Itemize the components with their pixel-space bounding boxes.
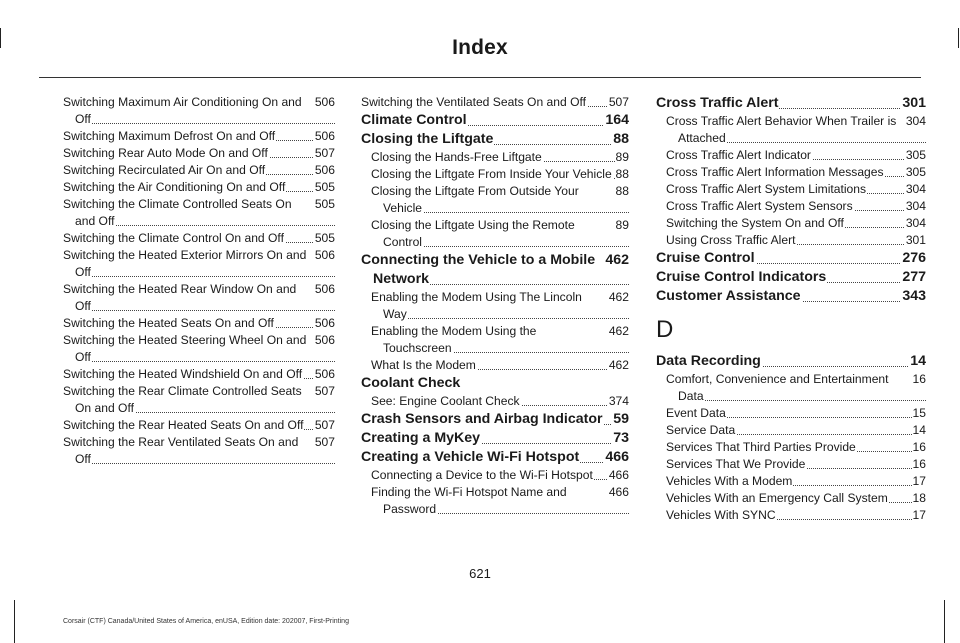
entry-text: Services That We Provide [666,457,806,471]
entry-text: Closing the Liftgate From Inside Your Vehicle [371,167,612,181]
entry-text: Enabling the Modem Using the Touchscreen [371,324,537,355]
index-column-2 [361,94,629,518]
index-sub-entry [666,507,926,524]
entry-text: Switching the Rear Ventilated Seats On and Off [63,435,299,466]
page-ref: 374 [608,394,629,408]
entry-text: Cross Traffic Alert System Sensors [666,199,853,213]
page-ref: 15 [912,406,926,420]
index-sub-entry [63,332,335,366]
entry-text: Closing the Hands-Free Liftgate [371,150,542,164]
index-sub-entry [666,405,926,422]
index-sub-entry [63,230,335,247]
page-ref: 88 [615,167,629,181]
page-ref: 507 [314,418,335,432]
page-ref: 462 [605,252,629,268]
dot-leader [75,275,335,277]
index-sub-entry [666,371,926,405]
page-ref: 304 [905,216,926,230]
entry-text: Coolant Check [361,375,461,391]
page-ref: 89 [615,218,629,232]
entry-text: Crash Sensors and Airbag Indicator [361,411,603,427]
page-ref: 89 [615,150,629,164]
page-number: 621 [469,566,491,581]
entry-text: Climate Control [361,112,467,128]
page-ref: 507 [314,384,335,398]
index-sub-entry [371,393,629,410]
entry-text: Cross Traffic Alert Behavior When Trailer is Attached [666,114,897,145]
entry-text: Closing the Liftgate Using the Remote Control [371,218,575,249]
index-main-entry [656,249,926,268]
entry-text: Closing the Liftgate From Outside Your Vehicle [371,184,579,215]
page-ref: 506 [314,129,335,143]
entry-text: Creating a MyKey [361,430,481,446]
entry-text: Cruise Control Indicators [656,269,827,285]
page-ref: 462 [608,290,629,304]
index-sub-entry [666,164,926,181]
page-ref: 466 [605,449,629,465]
index-main-entry [361,111,629,130]
entry-text: Vehicles With an Emergency Call System [666,491,888,505]
entry-text: Switching the Heated Exterior Mirrors On and Off [63,248,307,279]
page-ref: 16 [912,440,926,454]
index-sub-entry [371,217,629,251]
page-ref: 462 [608,358,629,372]
entry-text: Data Recording [656,353,761,369]
entry-text: Connecting the Vehicle to a Mobile Network [361,252,596,287]
page-ref: 304 [905,182,926,196]
index-main-entry [361,251,629,289]
entry-text: Using Cross Traffic Alert [666,233,796,247]
entry-text: Switching Recirculated Air On and Off [63,163,266,177]
index-main-entry [656,94,926,113]
entry-text: Switching the Climate Control On and Off [63,231,284,245]
entry-text: Switching the Climate Controlled Seats On and Off [63,197,292,228]
entry-text: Switching the Heated Windshield On and Off [63,367,303,381]
page-ref: 14 [910,353,926,369]
index-sub-entry [63,247,335,281]
entry-text: Cross Traffic Alert Information Messages [666,165,884,179]
page-ref: 304 [905,114,926,128]
index-column-3 [656,94,926,524]
dot-leader [678,399,926,401]
page-ref: 276 [902,250,926,266]
index-sub-entry [371,323,629,357]
entry-text: Creating a Vehicle Wi-Fi Hotspot [361,449,580,465]
page-ref: 506 [314,282,335,296]
page-ref: 14 [912,423,926,437]
page-ref: 88 [615,184,629,198]
footer-edition: Corsair (CTF) Canada/United States of America, enUSA, Edition date: 202007, First-Printing [63,618,349,625]
index-sub-entry [63,196,335,230]
index-sub-entry [63,366,335,383]
entry-text: Cruise Control [656,250,755,266]
dot-leader [383,317,629,319]
page-ref: 17 [912,474,926,488]
dot-leader [75,309,335,311]
index-sub-entry [63,179,335,196]
page-ref: 506 [314,333,335,347]
index-main-entry [361,410,629,429]
index-sub-entry [666,439,926,456]
entry-text: Switching Maximum Defrost On and Off [63,129,276,143]
entry-text: Comfort, Convenience and Entertainment Data [666,372,889,403]
section-letter: D [656,316,674,343]
entry-text: Switching the Heated Seats On and Off [63,316,274,330]
page-ref: 301 [905,233,926,247]
page-ref: 59 [613,411,629,427]
entry-text: Cross Traffic Alert System Limitations [666,182,867,196]
page-ref: 506 [314,248,335,262]
index-sub-entry [371,357,629,374]
entry-text: Switching Rear Auto Mode On and Off [63,146,268,160]
entry-text: Cross Traffic Alert Indicator [666,148,811,162]
crop-mark-top-left [0,28,1,48]
dot-leader [75,122,335,124]
entry-text: Enabling the Modem Using The Lincoln Way [371,290,582,321]
index-main-entry [656,287,926,306]
index-main-entry [656,352,926,371]
page-ref: 301 [902,95,926,111]
page-ref: 277 [902,269,926,285]
page-ref: 507 [314,146,335,160]
index-main-entry [361,429,629,448]
index-column-1 [63,94,335,468]
entry-text: Vehicles With SYNC [666,508,776,522]
index-sub-entry [666,232,926,249]
crop-mark-top-right [958,28,959,48]
index-main-entry [361,448,629,467]
entry-text: Finding the Wi-Fi Hotspot Name and Password [371,485,567,516]
index-main-entry [656,268,926,287]
entry-text: Switching the Ventilated Seats On and Off [361,95,586,109]
entry-text: Services That Third Parties Provide [666,440,856,454]
page-ref: 305 [905,165,926,179]
entry-text: What Is the Modem [371,358,476,372]
entry-text: Switching the Heated Rear Window On and Off [63,282,297,313]
entry-text: Closing the Liftgate [361,131,494,147]
page-ref: 16 [912,457,926,471]
index-sub-entry [361,94,629,111]
page-ref: 343 [902,288,926,304]
index-sub-entry [666,422,926,439]
index-sub-entry [63,281,335,315]
index-sub-entry [371,149,629,166]
index-main-entry [361,374,629,393]
entry-text: Cross Traffic Alert [656,95,779,111]
page-ref: 507 [314,435,335,449]
page-ref: 505 [314,180,335,194]
dot-leader [75,360,335,362]
index-sub-entry [666,147,926,164]
index-sub-entry [63,94,335,128]
index-main-entry [361,130,629,149]
entry-text: Event Data [666,406,726,420]
index-sub-entry [666,215,926,232]
page-ref: 462 [608,324,629,338]
page-ref: 507 [608,95,629,109]
page-ref: 506 [314,95,335,109]
entry-text: Switching the Rear Climate Controlled Seats On and Off [63,384,302,415]
page-ref: 466 [608,485,629,499]
page-ref: 18 [912,491,926,505]
index-sub-entry [63,417,335,434]
index-sub-entry [666,198,926,215]
entry-text: Switching the Heated Steering Wheel On and Off [63,333,307,364]
entry-text: Switching Maximum Air Conditioning On and Off [63,95,302,126]
page-ref: 88 [613,131,629,147]
page-ref: 164 [605,112,629,128]
index-sub-entry [371,484,629,518]
entry-text: Switching the System On and Off [666,216,844,230]
index-sub-entry [63,162,335,179]
index-sub-entry [63,128,335,145]
index-sub-entry [371,183,629,217]
page-ref: 505 [314,231,335,245]
index-sub-entry [63,315,335,332]
index-sub-entry [63,383,335,417]
entry-text: Service Data [666,423,736,437]
index-sub-entry [666,181,926,198]
entry-text: Switching the Rear Heated Seats On and Off [63,418,304,432]
page-title: Index [452,36,508,59]
index-sub-entry [371,289,629,323]
page-ref: 466 [608,468,629,482]
page-ref: 73 [613,430,629,446]
index-sub-entry [371,166,629,183]
page-ref: 505 [314,197,335,211]
crop-mark-bottom-left [14,600,15,643]
page-ref: 506 [314,163,335,177]
page-ref: 305 [905,148,926,162]
entry-text: Connecting a Device to the Wi-Fi Hotspot [371,468,593,482]
index-sub-entry [371,467,629,484]
index-sub-entry [63,145,335,162]
entry-text: Customer Assistance [656,288,801,304]
index-sub-entry [666,456,926,473]
entry-text: See: Engine Coolant Check [371,394,520,408]
crop-mark-bottom-right [944,600,945,643]
dot-leader [75,462,335,464]
page-ref: 17 [912,508,926,522]
page-ref: 16 [912,372,926,386]
index-sub-entry [63,434,335,468]
entry-text: Vehicles With a Modem [666,474,793,488]
index-sub-entry [666,473,926,490]
index-sub-entry [666,113,926,147]
page-ref: 506 [314,367,335,381]
entry-text: Switching the Air Conditioning On and Off [63,180,286,194]
page-ref: 304 [905,199,926,213]
page-ref: 506 [314,316,335,330]
index-sub-entry [666,490,926,507]
title-divider [39,77,921,78]
